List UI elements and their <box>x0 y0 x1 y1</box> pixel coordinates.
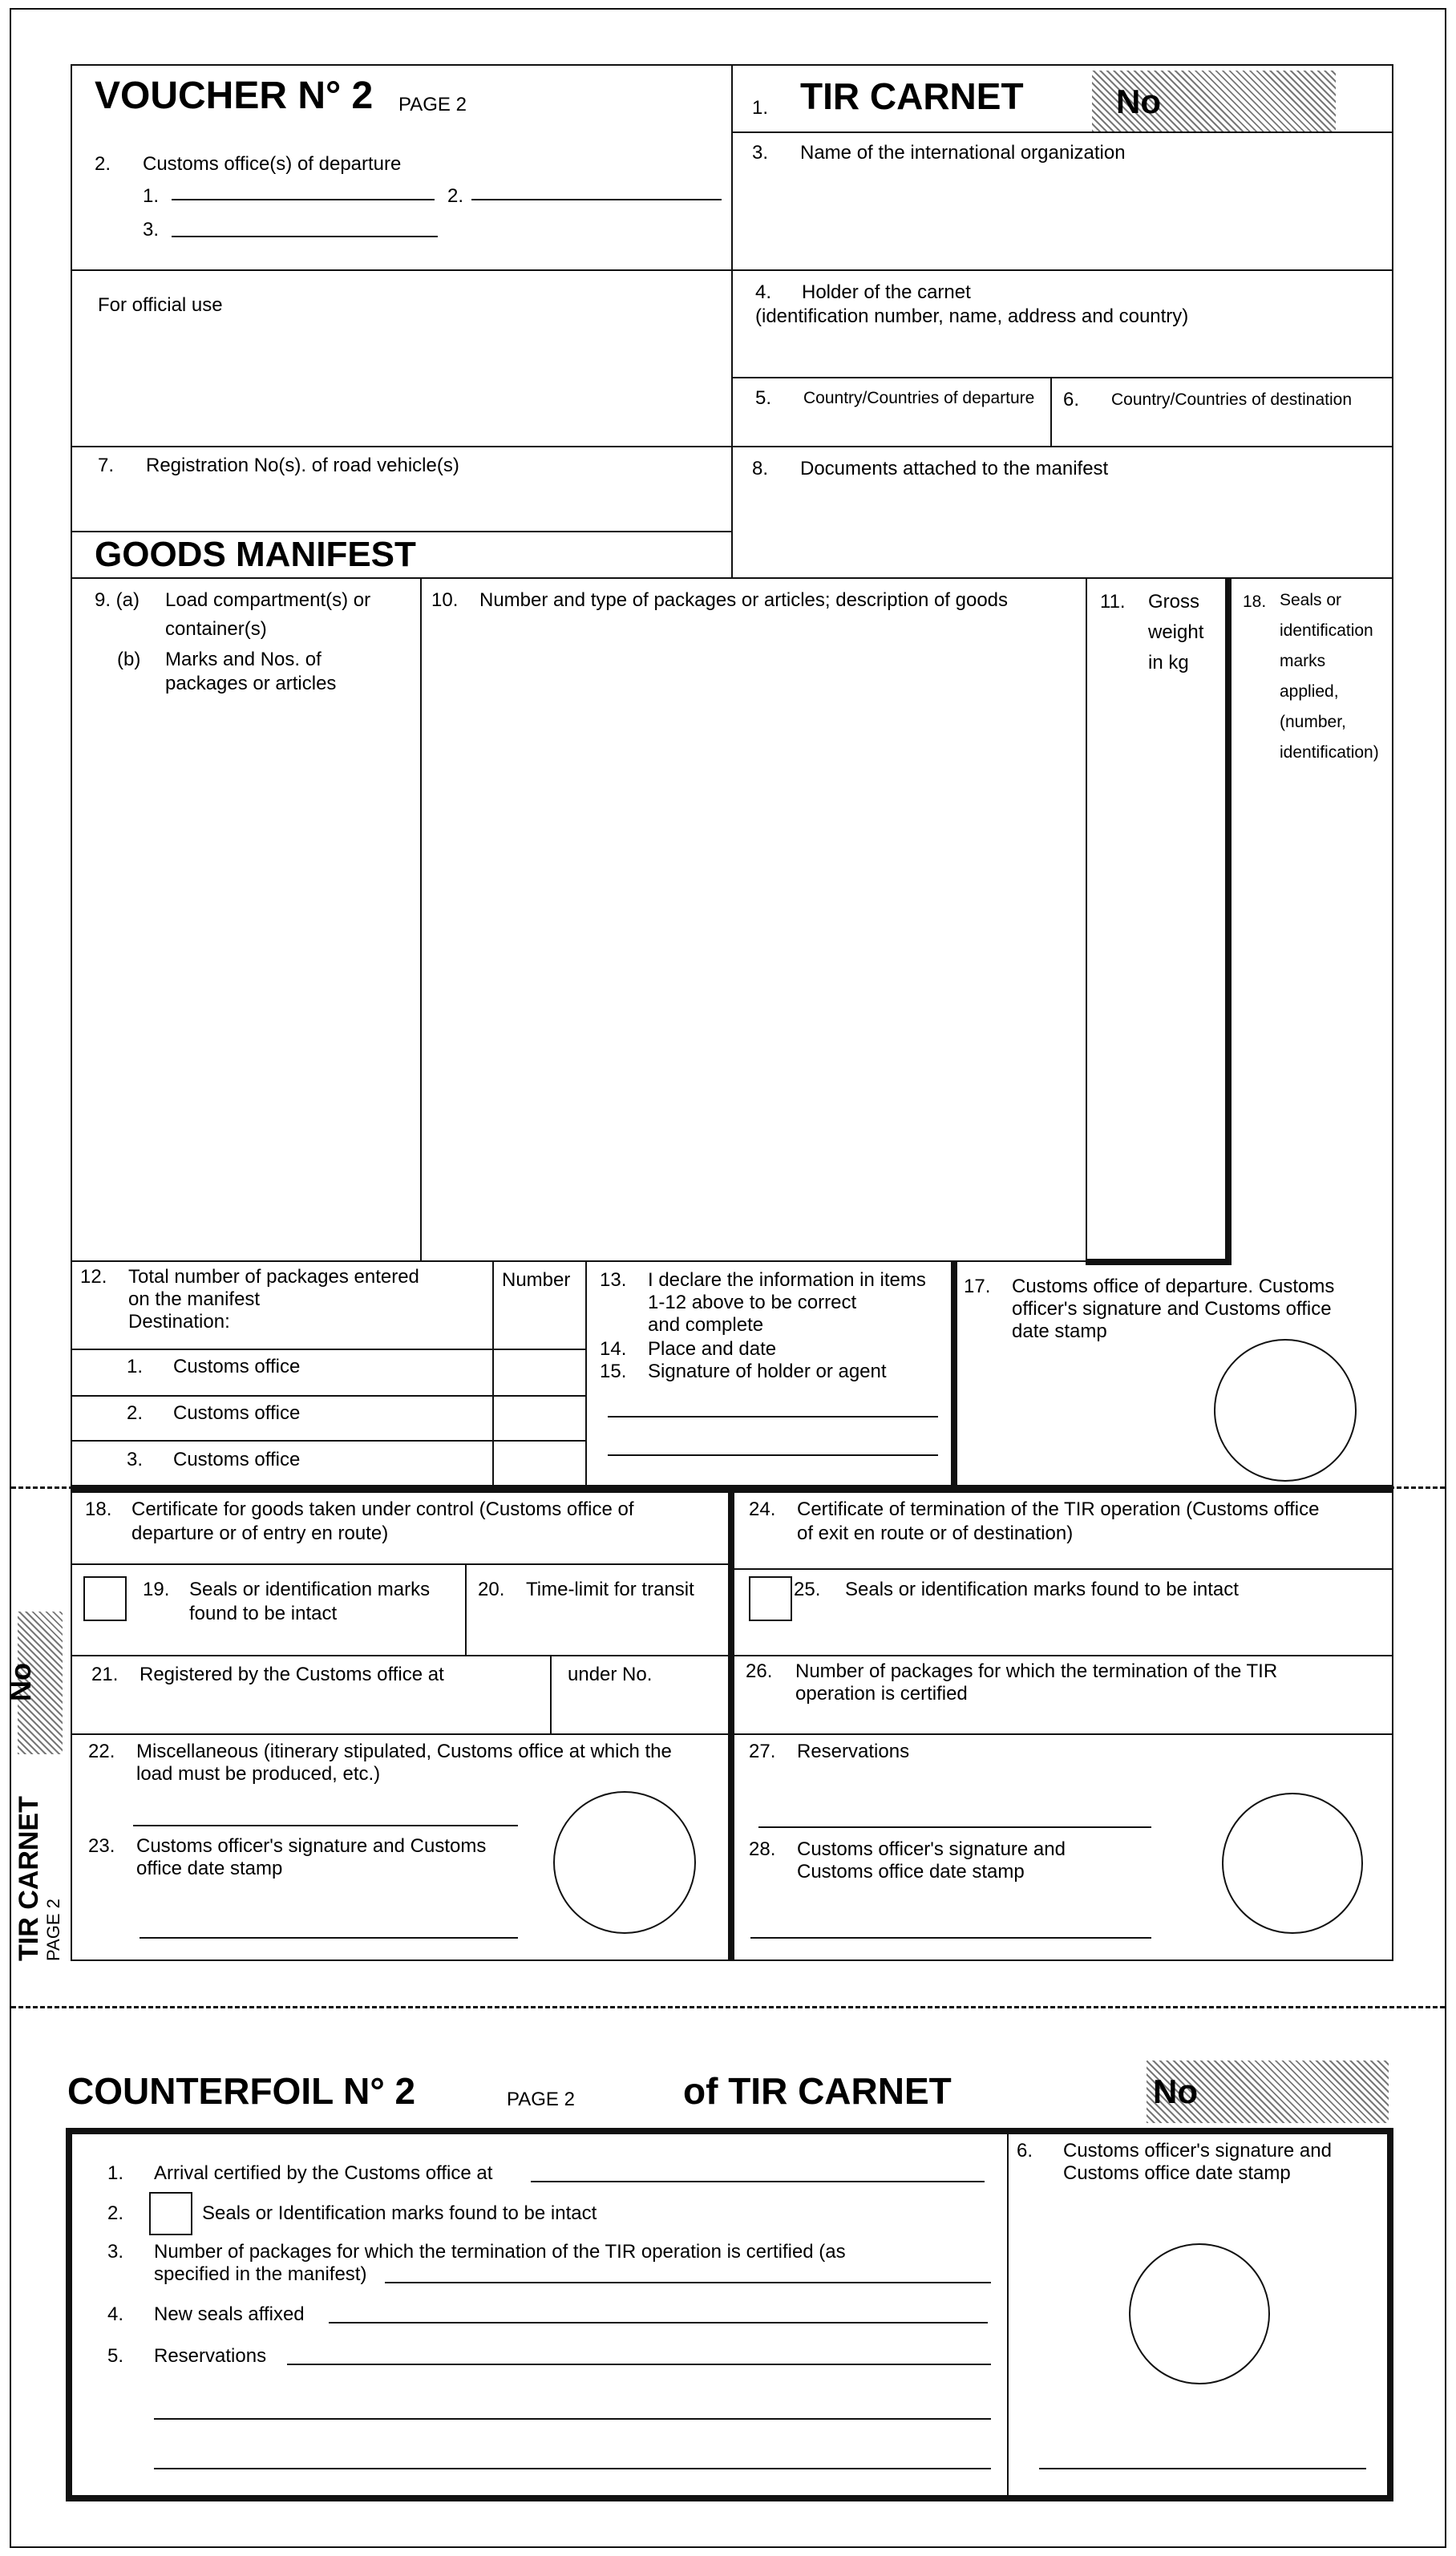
field-18-l3: marks <box>1280 652 1326 670</box>
c5-line1[interactable] <box>287 2364 991 2365</box>
divider <box>492 1260 494 1486</box>
counterfoil-no-label: No <box>1153 2073 1198 2110</box>
c6-stamp-circle <box>1129 2243 1270 2384</box>
field-13-l1: I declare the information in items <box>648 1269 926 1291</box>
f12-row3-label: Customs office <box>173 1449 301 1470</box>
field-27-line[interactable] <box>758 1826 1151 1828</box>
divider <box>731 1733 1393 1735</box>
side-no-label: No <box>4 1663 37 1701</box>
divider <box>1086 577 1087 1260</box>
divider <box>731 131 1393 133</box>
field-19-no: 19. <box>143 1579 170 1600</box>
divider <box>71 1440 585 1442</box>
field-26-l1: Number of packages for which the termination of the TIR <box>795 1660 1278 1682</box>
field-26-l2: operation is certified <box>795 1683 968 1705</box>
under-no-label: under No. <box>568 1664 653 1685</box>
field-13-l3: and complete <box>648 1314 764 1336</box>
field-23-l2: office date stamp <box>136 1858 283 1879</box>
c4-label: New seals affixed <box>154 2303 305 2325</box>
field-4-label: Holder of the carnet <box>802 281 971 303</box>
field-12-l1: Total number of packages entered <box>128 1266 419 1288</box>
carnet-title: TIR CARNET <box>800 75 1024 117</box>
field-2-line1[interactable] <box>172 199 435 200</box>
side-page-label: PAGE 2 <box>43 1899 63 1961</box>
departure-stamp-circle <box>1214 1339 1357 1482</box>
field-20-label: Time-limit for transit <box>526 1579 694 1600</box>
field-6-no: 6. <box>1063 389 1080 410</box>
divider-bold <box>951 1262 957 1486</box>
field-17-l1: Customs office of departure. Customs <box>1012 1276 1335 1297</box>
divider <box>1050 377 1052 446</box>
field-28-l1: Customs officer's signature and <box>797 1838 1066 1860</box>
c6-l2: Customs office date stamp <box>1063 2162 1291 2184</box>
field-3-no: 3. <box>752 142 769 164</box>
field-18-l2: identification <box>1280 621 1373 640</box>
field-10-label: Number and type of packages or articles; description of goods <box>479 589 1009 611</box>
field-18-l4: applied, <box>1280 682 1339 701</box>
field-24-no: 24. <box>749 1498 776 1520</box>
divider <box>71 446 1393 447</box>
field-2-label: Customs office(s) of departure <box>143 153 402 175</box>
field-18c-no: 18. <box>85 1498 112 1520</box>
field-4-sub: (identification number, name, address and country) <box>755 305 1189 327</box>
divider <box>71 1563 728 1565</box>
field-21-label: Registered by the Customs office at <box>140 1664 444 1685</box>
field-18c-l1: Certificate for goods taken under control (Customs office of <box>131 1498 634 1520</box>
field-11-no: 11. <box>1100 591 1126 613</box>
field-5-no: 5. <box>755 387 772 409</box>
field-25-no: 25. <box>794 1579 821 1600</box>
counterfoil-of-carnet: of TIR CARNET <box>683 2070 952 2112</box>
field-7-no: 7. <box>98 455 115 476</box>
c6-line[interactable] <box>1039 2468 1366 2469</box>
c1-label: Arrival certified by the Customs office at <box>154 2162 493 2184</box>
field-23-no: 23. <box>88 1835 115 1857</box>
c3-l2: specified in the manifest) <box>154 2263 367 2285</box>
field-13-no: 13. <box>600 1269 627 1291</box>
divider <box>1007 2133 1009 2498</box>
field-27-no: 27. <box>749 1741 776 1762</box>
field-25-checkbox[interactable] <box>749 1576 792 1621</box>
divider <box>71 1655 728 1656</box>
official-use-label: For official use <box>98 294 223 316</box>
counterfoil-page: PAGE 2 <box>507 2089 575 2110</box>
f12-row1-label: Customs office <box>173 1356 301 1377</box>
field-24-l1: Certificate of termination of the TIR operation (Customs office <box>797 1498 1320 1520</box>
field-19-l2: found to be intact <box>189 1603 338 1624</box>
field-22-line[interactable] <box>133 1825 518 1826</box>
field-28-line[interactable] <box>750 1937 1151 1939</box>
divider-bold <box>728 1488 734 1961</box>
field-6-label: Country/Countries of destination <box>1111 390 1352 409</box>
field-24-l2: of exit en route or of destination) <box>797 1523 1074 1544</box>
divider <box>71 1733 728 1735</box>
divider <box>420 577 422 1260</box>
goods-manifest-title: GOODS MANIFEST <box>95 535 416 574</box>
field-18-no: 18. <box>1243 592 1267 611</box>
divider <box>731 1568 1393 1570</box>
field-3-label: Name of the international organization <box>800 142 1126 164</box>
field-19-checkbox[interactable] <box>83 1576 127 1621</box>
field-9b-label1: Marks and Nos. of <box>165 649 322 670</box>
field-18c-l2: departure or of entry en route) <box>131 1523 389 1544</box>
field-9a-label2: container(s) <box>165 618 267 640</box>
field-2-sub2: 2. <box>447 185 464 207</box>
c4-no: 4. <box>107 2303 124 2325</box>
divider <box>731 64 733 577</box>
field-22-l1: Miscellaneous (itinerary stipulated, Customs office at which the <box>136 1741 672 1762</box>
field-17-no: 17. <box>964 1276 991 1297</box>
field-17-l3: date stamp <box>1012 1320 1107 1342</box>
field-23-l1: Customs officer's signature and Customs <box>136 1835 487 1857</box>
field-28-no: 28. <box>749 1838 776 1860</box>
f12-row2-no: 2. <box>127 1402 144 1424</box>
field-28-stamp-circle <box>1222 1793 1363 1934</box>
divider <box>71 1395 585 1397</box>
c5-line2[interactable] <box>154 2418 991 2420</box>
field-17-l2: officer's signature and Customs office <box>1012 1298 1332 1320</box>
field-14-label: Place and date <box>648 1338 777 1360</box>
number-header: Number <box>502 1269 571 1291</box>
divider <box>731 1655 1393 1656</box>
field-23-line[interactable] <box>140 1937 518 1939</box>
divider <box>731 377 1393 378</box>
field-22-no: 22. <box>88 1741 115 1762</box>
field-19-l1: Seals or identification marks <box>189 1579 431 1600</box>
field-8-label: Documents attached to the manifest <box>800 458 1109 479</box>
c1-no: 1. <box>107 2162 124 2184</box>
field-2-no: 2. <box>95 153 111 175</box>
field-11-l1: Gross <box>1148 591 1200 613</box>
c6-l1: Customs officer's signature and <box>1063 2140 1332 2162</box>
field-10-no: 10. <box>431 589 459 611</box>
field-9b-no: (b) <box>117 649 141 670</box>
c5-no: 5. <box>107 2345 124 2367</box>
field-14-no: 14. <box>600 1338 627 1360</box>
field-25-label: Seals or identification marks found to be intact <box>845 1579 1239 1600</box>
field-28-l2: Customs office date stamp <box>797 1861 1025 1883</box>
c3-line[interactable] <box>385 2282 991 2283</box>
field-18-l6: identification) <box>1280 743 1379 762</box>
field-1-no: 1. <box>752 97 769 119</box>
c4-line[interactable] <box>329 2322 988 2323</box>
field-9b-label2: packages or articles <box>165 673 337 694</box>
counterfoil-title: COUNTERFOIL N° 2 <box>67 2070 416 2112</box>
field-2-sub1: 1. <box>143 185 160 207</box>
divider-bold <box>71 1486 1393 1493</box>
field-18-l5: (number, <box>1280 713 1346 731</box>
field-21-no: 21. <box>91 1664 119 1685</box>
divider <box>71 1260 1230 1262</box>
divider <box>585 1260 587 1486</box>
field-9-no: 9. (a) <box>95 589 140 611</box>
field-2-line3[interactable] <box>172 236 438 237</box>
c2-checkbox[interactable] <box>149 2192 192 2235</box>
c2-label: Seals or Identification marks found to be intact <box>202 2202 597 2224</box>
field-4-no: 4. <box>755 281 772 303</box>
c2-no: 2. <box>107 2202 124 2224</box>
field-22-l2: load must be produced, etc.) <box>136 1763 381 1785</box>
field-15-label: Signature of holder or agent <box>648 1361 887 1382</box>
voucher-page: PAGE 2 <box>398 94 467 115</box>
field-12-no: 12. <box>80 1266 107 1288</box>
field-7-label: Registration No(s). of road vehicle(s) <box>146 455 459 476</box>
field-20-no: 20. <box>478 1579 505 1600</box>
c6-no: 6. <box>1017 2140 1033 2162</box>
c3-no: 3. <box>107 2241 124 2263</box>
divider <box>71 577 1393 579</box>
voucher-title: VOUCHER N° 2 <box>95 75 374 117</box>
c1-line[interactable] <box>531 2181 985 2182</box>
field-12-l3: Destination: <box>128 1311 230 1333</box>
field-12-l2: on the manifest <box>128 1288 261 1310</box>
field-5-label: Country/Countries of departure <box>803 389 1035 407</box>
field-18-l1: Seals or <box>1280 591 1342 609</box>
field-2-line2[interactable] <box>471 199 722 200</box>
side-carnet-title: TIR CARNET <box>14 1796 44 1961</box>
divider <box>465 1563 467 1655</box>
field-14-line[interactable] <box>608 1416 938 1418</box>
c3-l1: Number of packages for which the termination of the TIR operation is certified (as <box>154 2241 846 2263</box>
field-9a-label1: Load compartment(s) or <box>165 589 371 611</box>
field-8-no: 8. <box>752 458 769 479</box>
field-23-stamp-circle <box>553 1791 696 1934</box>
field-2-sub3: 3. <box>143 219 160 241</box>
tear-line <box>11 2006 1445 2008</box>
field-27-label: Reservations <box>797 1741 910 1762</box>
c5-label: Reservations <box>154 2345 267 2367</box>
field-26-no: 26. <box>746 1660 773 1682</box>
carnet-no-label: No <box>1116 83 1161 120</box>
field-15-no: 15. <box>600 1361 627 1382</box>
divider <box>71 1349 585 1350</box>
f12-row3-no: 3. <box>127 1449 144 1470</box>
divider <box>71 269 731 271</box>
field-11-l3: in kg <box>1148 652 1189 673</box>
divider-bold <box>1225 577 1232 1265</box>
f12-row1-no: 1. <box>127 1356 144 1377</box>
divider <box>731 269 1393 271</box>
field-11-l2: weight <box>1148 621 1204 643</box>
field-15-line[interactable] <box>608 1454 938 1456</box>
f12-row2-label: Customs office <box>173 1402 301 1424</box>
field-13-l2: 1-12 above to be correct <box>648 1292 857 1313</box>
c5-line3[interactable] <box>154 2468 991 2469</box>
divider <box>550 1655 552 1733</box>
